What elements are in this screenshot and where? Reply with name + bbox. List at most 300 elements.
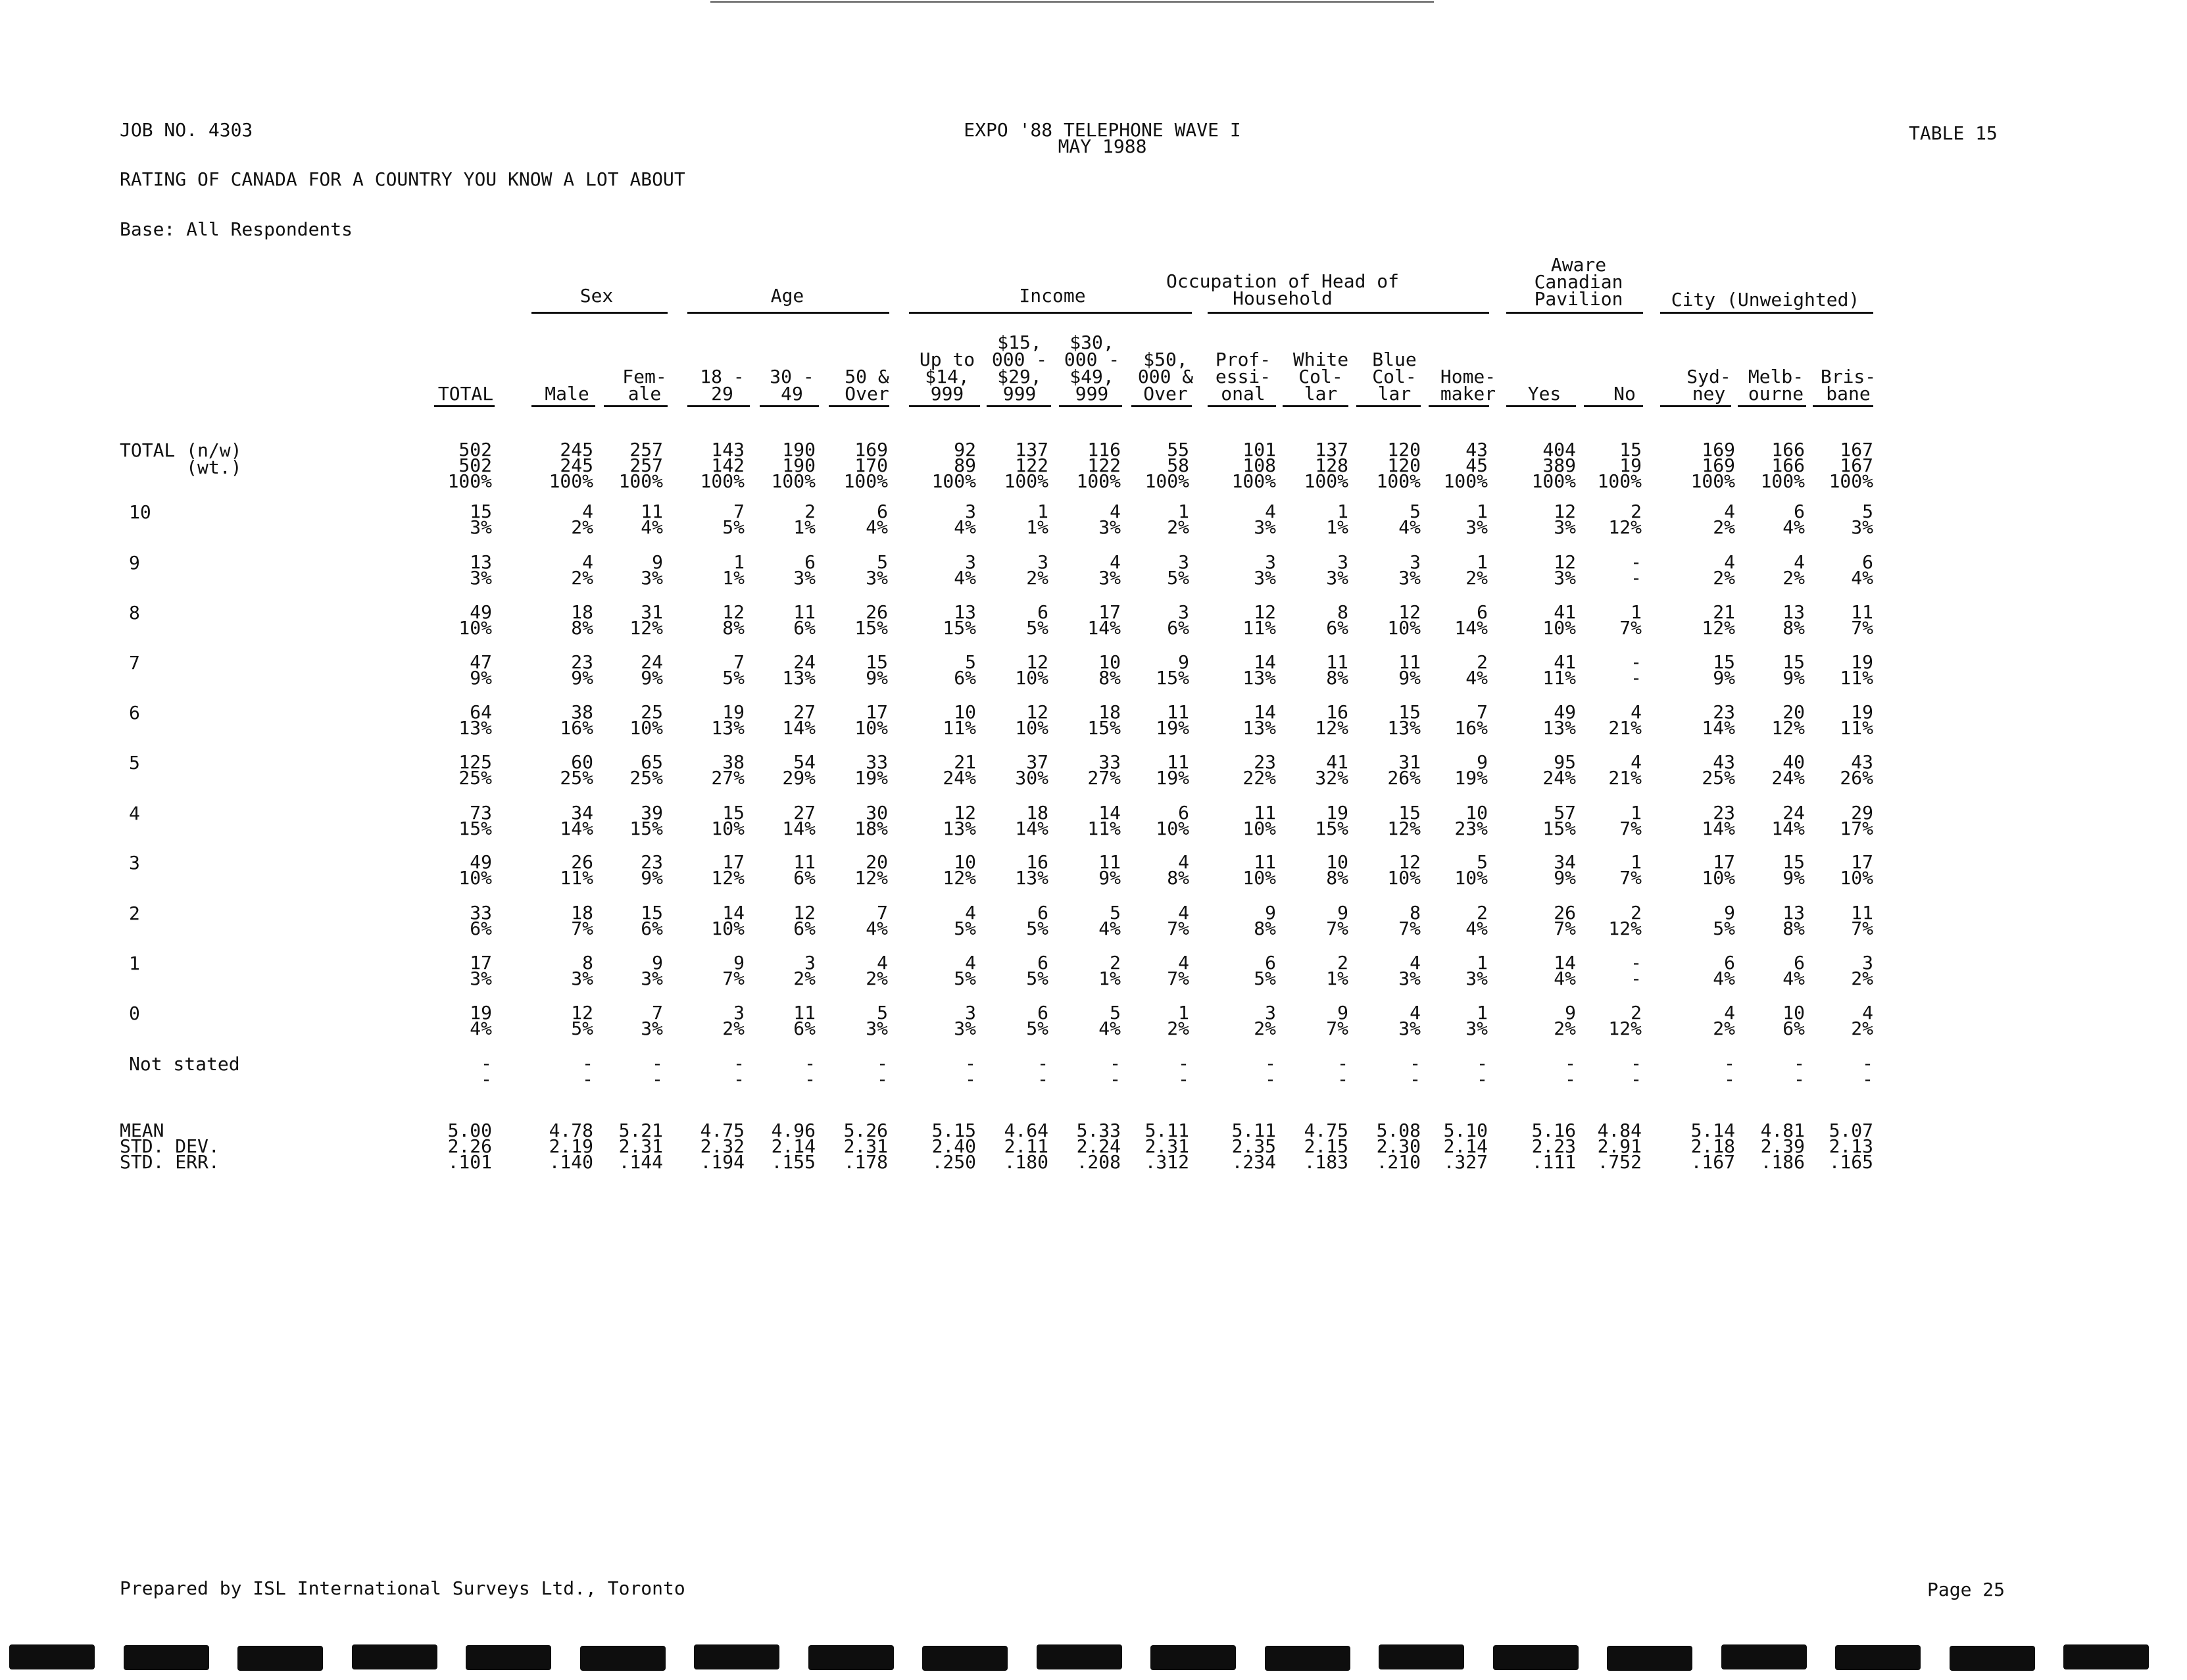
table-cell: 9 19% (1454, 751, 1488, 789)
stats-cell: 4.75 2.32 .194 (700, 1120, 745, 1173)
table-cell: 4 2% (1713, 1002, 1735, 1039)
table-cell: 29 17% (1840, 802, 1873, 839)
stats-cell: 5.11 2.35 .234 (1231, 1120, 1276, 1173)
table-cell: 41 11% (1542, 651, 1576, 689)
table-cell: 16 12% (1315, 701, 1348, 739)
table-cell: 26 11% (560, 851, 593, 889)
column-underline (760, 405, 819, 407)
table-cell: 3 3% (1326, 551, 1348, 589)
edge-bar (237, 1646, 323, 1671)
table-cell: 38 27% (711, 751, 745, 789)
table-cell: 95 24% (1542, 751, 1576, 789)
table-cell: 2 4% (1465, 902, 1488, 939)
table-cell: 27 14% (782, 701, 816, 739)
table-cell: 7 3% (641, 1002, 663, 1039)
stats-cell: 5.10 2.14 .327 (1443, 1120, 1488, 1173)
column-header: 30 - 49 (770, 366, 814, 405)
table-cell: 10 6% (1782, 1002, 1805, 1039)
table-cell: 2 4% (1465, 651, 1488, 689)
group-label: Age (770, 285, 804, 307)
table-cell: - - (1631, 651, 1642, 689)
table-cell: 10 8% (1098, 651, 1121, 689)
table-cell: 9 7% (1326, 1002, 1348, 1039)
job-number: JOB NO. 4303 (120, 119, 253, 141)
table-cell: 4 5% (954, 902, 976, 939)
edge-bar (1265, 1646, 1350, 1671)
group-label: Income (1019, 285, 1086, 307)
table-cell: 6 4% (1782, 501, 1805, 538)
table-cell: 11 6% (793, 851, 816, 889)
table-cell: 137 128 100% (1304, 439, 1348, 492)
table-cell: - - (1410, 1052, 1421, 1090)
table-cell: 18 8% (571, 601, 593, 639)
table-cell: 6 5% (1026, 1002, 1048, 1039)
group-underline (909, 312, 1192, 314)
table-cell: 2 1% (793, 501, 816, 538)
table-cell: 73 15% (458, 802, 492, 839)
table-cell: 40 24% (1771, 751, 1805, 789)
column-header: 50 & Over (845, 366, 889, 405)
table-cell: 17 10% (854, 701, 888, 739)
table-cell: 1 7% (1619, 851, 1642, 889)
table-cell: 6 14% (1454, 601, 1488, 639)
column-header: $50, 000 & Over (1137, 349, 1194, 405)
table-cell: 20 12% (1771, 701, 1805, 739)
column-underline (829, 405, 889, 407)
column-header: White Col- lar (1292, 349, 1349, 405)
table-cell: 12 11% (1242, 601, 1276, 639)
table-cell: 24 13% (782, 651, 816, 689)
table-cell: 7 5% (722, 501, 745, 538)
column-underline (987, 405, 1051, 407)
table-cell: 10 8% (1326, 851, 1348, 889)
edge-bar (1379, 1644, 1464, 1669)
table-cell: 3 4% (954, 551, 976, 589)
table-cell: 1 1% (1026, 501, 1048, 538)
table-cell: 3 3% (1398, 551, 1421, 589)
edge-bar (124, 1645, 209, 1670)
table-cell: 15 9% (866, 651, 888, 689)
edge-bar (466, 1645, 551, 1670)
table-cell: 92 89 100% (931, 439, 976, 492)
table-cell: 245 245 100% (549, 439, 593, 492)
table-cell: - - (877, 1052, 888, 1090)
column-header: Male (545, 383, 589, 405)
table-cell: 2 1% (1326, 952, 1348, 989)
table-cell: 1 7% (1619, 802, 1642, 839)
prepared-by: Prepared by ISL International Surveys Ltd., Toronto (120, 1577, 685, 1599)
table-cell: 1 1% (1326, 501, 1348, 538)
table-cell: 15 6% (641, 902, 663, 939)
table-cell: 9 5% (1713, 902, 1735, 939)
table-cell: 14 4% (1554, 952, 1576, 989)
group-label: Aware Canadian Pavilion (1534, 254, 1623, 310)
table-cell: 7 4% (866, 902, 888, 939)
row-label: 2 (129, 902, 140, 924)
table-cell: 23 22% (1242, 751, 1276, 789)
table-cell: 4 3% (1098, 551, 1121, 589)
table-cell: 12 3% (1554, 551, 1576, 589)
table-cell: 14 11% (1087, 802, 1121, 839)
table-cell: 6 4% (1851, 551, 1873, 589)
table-cell: 64 13% (458, 701, 492, 739)
table-cell: 2 12% (1608, 1002, 1642, 1039)
page-number: Page 25 (1927, 1579, 2005, 1600)
column-underline (687, 405, 750, 407)
table-cell: 9 7% (722, 952, 745, 989)
table-cell: 167 167 100% (1829, 439, 1873, 492)
table-cell: 116 122 100% (1076, 439, 1121, 492)
table-cell: 15 19 100% (1597, 439, 1642, 492)
table-cell: 23 14% (1702, 701, 1735, 739)
table-cell: 5 4% (1098, 902, 1121, 939)
stats-cell: 5.14 2.18 .167 (1690, 1120, 1735, 1173)
group-underline (1660, 312, 1873, 314)
table-cell: 1 3% (1465, 501, 1488, 538)
table-cell: 23 9% (571, 651, 593, 689)
row-label: 4 (129, 803, 140, 824)
table-cell: 15 13% (1387, 701, 1421, 739)
table-cell: 1 2% (1167, 1002, 1189, 1039)
table-cell: - - (1724, 1052, 1735, 1090)
table-cell: 6 5% (1254, 952, 1276, 989)
column-header: Home- maker (1440, 366, 1496, 405)
table-cell: 5 10% (1454, 851, 1488, 889)
table-cell: 27 14% (782, 802, 816, 839)
column-header: Fem- ale (622, 366, 667, 405)
table-cell: - - (1265, 1052, 1276, 1090)
table-cell: 13 8% (1782, 902, 1805, 939)
table-cell: 5 4% (1098, 1002, 1121, 1039)
table-cell: 33 6% (470, 902, 492, 939)
table-cell: 8 6% (1326, 601, 1348, 639)
stats-cell: 4.64 2.11 .180 (1004, 1120, 1048, 1173)
row-label: 5 (129, 752, 140, 774)
row-label: 7 (129, 652, 140, 674)
column-header: $15, 000 - $29, 999 (991, 332, 1048, 405)
column-header: Melb- ourne (1748, 366, 1804, 405)
table-cell: 4 3% (1398, 1002, 1421, 1039)
table-number: TABLE 15 (1909, 122, 1998, 144)
column-underline (1660, 405, 1731, 407)
column-header: Up to $14, 999 (919, 349, 975, 405)
table-cell: 26 15% (854, 601, 888, 639)
table-cell: 23 14% (1702, 802, 1735, 839)
column-underline (1208, 405, 1276, 407)
table-cell: - - (804, 1052, 816, 1090)
table-cell: 4 2% (1713, 501, 1735, 538)
table-cell: 49 13% (1542, 701, 1576, 739)
row-label: 10 (129, 501, 151, 523)
table-cell: 11 9% (1398, 651, 1421, 689)
table-cell: 5 3% (1851, 501, 1873, 538)
table-cell: 5 4% (1398, 501, 1421, 538)
table-cell: 13 3% (470, 551, 492, 589)
column-underline (434, 405, 495, 407)
table-cell: 5 3% (866, 1002, 888, 1039)
table-cell: 9 15% (1156, 651, 1189, 689)
table-cell: 3 6% (1167, 601, 1189, 639)
table-cell: 39 15% (629, 802, 663, 839)
table-cell: 15 9% (1782, 651, 1805, 689)
edge-bar (1721, 1644, 1807, 1669)
column-underline (1738, 405, 1806, 407)
table-cell: 4 7% (1167, 902, 1189, 939)
table-cell: 12 13% (943, 802, 976, 839)
group-label: City (Unweighted) (1671, 289, 1860, 310)
table-cell: 4 2% (571, 501, 593, 538)
table-cell: - - (1565, 1052, 1576, 1090)
table-cell: 13 15% (943, 601, 976, 639)
table-cell: 4 2% (571, 551, 593, 589)
table-cell: 12 5% (571, 1002, 593, 1039)
table-cell: 30 18% (854, 802, 888, 839)
table-cell: 3 3% (1254, 551, 1276, 589)
table-cell: 12 10% (1015, 651, 1048, 689)
table-cell: 15 9% (1782, 851, 1805, 889)
table-cell: 7 16% (1454, 701, 1488, 739)
table-cell: 25 10% (629, 701, 663, 739)
table-cell: 4 2% (1713, 551, 1735, 589)
table-cell: 6 3% (793, 551, 816, 589)
table-cell: 9 3% (641, 551, 663, 589)
stats-cell: 4.81 2.39 .186 (1760, 1120, 1805, 1173)
edge-bar (1835, 1645, 1921, 1670)
table-cell: 137 122 100% (1004, 439, 1048, 492)
edge-bar (922, 1646, 1008, 1671)
column-header: 18 - 29 (700, 366, 745, 405)
table-cell: - - (652, 1052, 663, 1090)
column-header: $30, 000 - $49, 999 (1064, 332, 1120, 405)
table-cell: 8 3% (571, 952, 593, 989)
stats-cell: 5.11 2.31 .312 (1144, 1120, 1189, 1173)
table-cell: - - (1631, 952, 1642, 989)
table-cell: - - (1794, 1052, 1805, 1090)
report-title: EXPO '88 TELEPHONE WAVE I (964, 119, 1241, 141)
table-cell: 11 4% (641, 501, 663, 538)
table-cell: 60 25% (560, 751, 593, 789)
question-title: RATING OF CANADA FOR A COUNTRY YOU KNOW A LOT ABOUT (120, 168, 685, 190)
row-label: Not stated (129, 1053, 240, 1075)
table-cell: 14 13% (1242, 701, 1276, 739)
table-cell: 10 11% (943, 701, 976, 739)
table-cell: 4 5% (954, 952, 976, 989)
table-cell: - - (965, 1052, 976, 1090)
table-cell: - - (1110, 1052, 1121, 1090)
table-cell: 5 6% (954, 651, 976, 689)
table-cell: 15 12% (1387, 802, 1421, 839)
stats-cell: 5.21 2.31 .144 (618, 1120, 663, 1173)
table-cell: 49 10% (458, 851, 492, 889)
table-cell: 19 11% (1840, 701, 1873, 739)
table-cell: 4 2% (1851, 1002, 1873, 1039)
table-cell: 3 2% (793, 952, 816, 989)
table-cell: 9 7% (1326, 902, 1348, 939)
column-header: Bris- bane (1820, 366, 1877, 405)
table-cell: 143 142 100% (700, 439, 745, 492)
table-cell: 9 8% (1254, 902, 1276, 939)
group-underline (531, 312, 668, 314)
table-cell: 3 2% (1851, 952, 1873, 989)
table-cell: 404 389 100% (1531, 439, 1576, 492)
row-label: 3 (129, 852, 140, 874)
table-cell: 57 15% (1542, 802, 1576, 839)
column-underline (604, 405, 668, 407)
table-cell: 26 7% (1554, 902, 1576, 939)
table-cell: - - (1477, 1052, 1488, 1090)
column-header: No (1613, 383, 1636, 405)
table-cell: 3 2% (1254, 1002, 1276, 1039)
table-cell: 11 6% (793, 601, 816, 639)
table-cell: 37 30% (1015, 751, 1048, 789)
table-cell: 11 8% (1326, 651, 1348, 689)
table-cell: 3 5% (1167, 551, 1189, 589)
table-cell: 11 7% (1851, 601, 1873, 639)
table-cell: 17 10% (1840, 851, 1873, 889)
table-cell: 1 3% (1465, 952, 1488, 989)
table-cell: 6 5% (1026, 952, 1048, 989)
table-cell: 14 13% (1242, 651, 1276, 689)
row-label: TOTAL (n/w) (wt.) (120, 439, 242, 478)
stats-cell: 4.96 2.14 .155 (771, 1120, 816, 1173)
table-cell: 21 24% (943, 751, 976, 789)
table-cell: 9 3% (641, 952, 663, 989)
column-header: Yes (1527, 383, 1561, 405)
table-cell: 31 26% (1387, 751, 1421, 789)
table-cell: 120 120 100% (1376, 439, 1421, 492)
table-cell: - - (1337, 1052, 1348, 1090)
table-cell: 18 15% (1087, 701, 1121, 739)
table-cell: 4 21% (1608, 701, 1642, 739)
table-cell: 257 257 100% (618, 439, 663, 492)
column-underline (1059, 405, 1122, 407)
table-cell: 13 8% (1782, 601, 1805, 639)
table-cell: 10 23% (1454, 802, 1488, 839)
edge-bar (808, 1645, 894, 1670)
table-cell: 2 12% (1608, 902, 1642, 939)
table-cell: 4 7% (1167, 952, 1189, 989)
table-cell: 41 10% (1542, 601, 1576, 639)
row-label: 1 (129, 952, 140, 974)
column-underline (1131, 405, 1192, 407)
table-cell: 11 6% (793, 1002, 816, 1039)
table-cell: 23 9% (641, 851, 663, 889)
table-cell: 12 10% (1387, 851, 1421, 889)
stats-cell: 5.26 2.31 .178 (843, 1120, 888, 1173)
table-cell: 1 7% (1619, 601, 1642, 639)
table-cell: 12 10% (1387, 601, 1421, 639)
scan-top-line (710, 1, 1434, 3)
table-cell: 1 1% (722, 551, 745, 589)
table-cell: 6 10% (1156, 802, 1189, 839)
table-cell: 8 7% (1398, 902, 1421, 939)
table-cell: 9 2% (1554, 1002, 1576, 1039)
table-cell: 3 4% (954, 501, 976, 538)
column-underline (1506, 405, 1576, 407)
stats-cell: 5.33 2.24 .208 (1076, 1120, 1121, 1173)
edge-bar (1950, 1646, 2035, 1671)
table-cell: 11 10% (1242, 802, 1276, 839)
table-cell: - - (1631, 1052, 1642, 1090)
stats-cell: 5.07 2.13 .165 (1829, 1120, 1873, 1173)
table-cell: 4 21% (1608, 751, 1642, 789)
table-cell: 38 16% (560, 701, 593, 739)
row-label: 9 (129, 552, 140, 574)
table-cell: 17 12% (711, 851, 745, 889)
table-cell: 43 45 100% (1443, 439, 1488, 492)
table-cell: 19 13% (711, 701, 745, 739)
table-cell: 3 2% (1026, 551, 1048, 589)
table-cell: 1 2% (1167, 501, 1189, 538)
table-cell: 6 5% (1026, 902, 1048, 939)
row-label: 8 (129, 602, 140, 624)
table-cell: 54 29% (782, 751, 816, 789)
column-underline (1429, 405, 1489, 407)
table-cell: 41 32% (1315, 751, 1348, 789)
table-cell: 4 2% (866, 952, 888, 989)
table-cell: 11 7% (1851, 902, 1873, 939)
edge-bar (2063, 1644, 2149, 1669)
table-cell: 14 10% (711, 902, 745, 939)
column-underline (909, 405, 980, 407)
table-cell: 169 170 100% (843, 439, 888, 492)
column-underline (531, 405, 595, 407)
group-underline (1506, 312, 1643, 314)
table-cell: 11 9% (1098, 851, 1121, 889)
table-cell: 33 19% (854, 751, 888, 789)
table-cell: 19 4% (470, 1002, 492, 1039)
stats-cell: 4.78 2.19 .140 (549, 1120, 593, 1173)
table-cell: 24 9% (641, 651, 663, 689)
table-cell: 34 14% (560, 802, 593, 839)
edge-bar (352, 1644, 437, 1669)
table-cell: 6 4% (1713, 952, 1735, 989)
table-cell: 2 1% (1098, 952, 1121, 989)
column-header: Blue Col- lar (1372, 349, 1417, 405)
column-underline (1356, 405, 1421, 407)
table-cell: 17 3% (470, 952, 492, 989)
table-cell: 3 2% (722, 1002, 745, 1039)
stats-cell: 5.15 2.40 .250 (931, 1120, 976, 1173)
table-cell: 65 25% (629, 751, 663, 789)
table-cell: 12 8% (722, 601, 745, 639)
group-label: Sex (579, 285, 614, 307)
table-cell: 6 4% (866, 501, 888, 538)
row-label: 6 (129, 702, 140, 724)
group-underline (687, 312, 889, 314)
table-cell: 101 108 100% (1231, 439, 1276, 492)
stats-cell: 4.84 2.91 .752 (1597, 1120, 1642, 1173)
edge-bar (694, 1644, 779, 1669)
table-cell: 55 58 100% (1144, 439, 1189, 492)
table-cell: 17 14% (1087, 601, 1121, 639)
table-cell: 2 12% (1608, 501, 1642, 538)
edge-bar (580, 1646, 666, 1671)
table-cell: - - (1178, 1052, 1189, 1090)
table-cell: 11 19% (1156, 751, 1189, 789)
table-cell: 12 3% (1554, 501, 1576, 538)
table-cell: - - (481, 1052, 492, 1090)
table-cell: 24 14% (1771, 802, 1805, 839)
stats-cell: 5.08 2.30 .210 (1376, 1120, 1421, 1173)
table-cell: 6 4% (1782, 952, 1805, 989)
edge-bar (1607, 1646, 1692, 1671)
table-cell: 33 27% (1087, 751, 1121, 789)
table-cell: 31 12% (629, 601, 663, 639)
report-date: MAY 1988 (1058, 136, 1147, 157)
table-cell: 190 190 100% (771, 439, 816, 492)
table-cell: 20 12% (854, 851, 888, 889)
